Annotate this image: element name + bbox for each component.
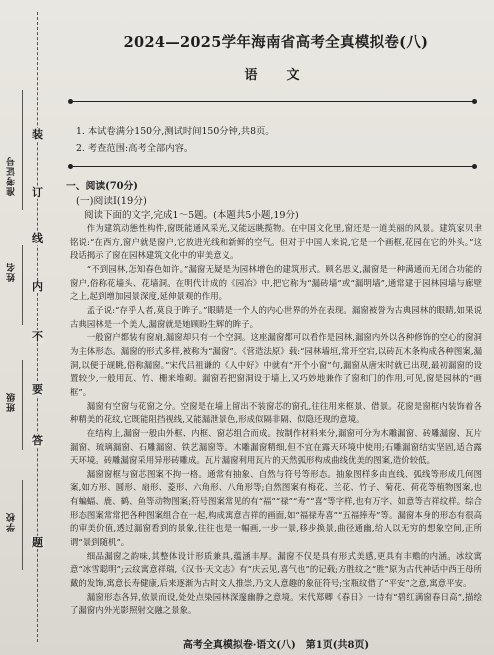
reading-instruction: 阅读下面的文字,完成1～5题。(本题共5小题,19分) [84,210,299,221]
margin-mark: 题 [32,536,43,549]
margin-mark: 不 [32,330,43,343]
margin-mark: 答 [32,434,43,447]
margin-mark: 内 [32,280,43,293]
exam-title: 2024—2025学年海南省高考全真模拟卷(八) [123,34,429,51]
section-heading: 一、阅读(70分) [66,181,138,192]
binding-margin [0,0,58,655]
class-field[interactable] [22,360,23,450]
margin-mark: 装 [32,128,43,141]
instruction-note: 1. 本试卷满分150分,测试时间150分钟,共8页。 [76,126,275,137]
margin-mark: 线 [32,232,43,245]
page-footer: 高考全真模拟卷·语文(八) 第1页(共8页) [182,640,370,651]
label-name: 姓名 [7,262,17,282]
rule-end-dot [472,99,477,104]
passage-paragraph: “不到园林,怎知春色如许。”漏窗无疑是为园林增色的建筑形式。顾名思义,漏窗是一种满通而无闭合功能的窗户,俗称花墙头、花墙洞。在明代计成的《园冶》中,把它称为“漏砖墙”或“漏明墙”,通常建于园林园墙与廊壁之上,起到增加园景深度,延伸景观的作用。 [70,263,482,302]
passage-paragraph: 细品漏窗之韵味,其整体设计形质兼具,蕴涵丰厚。漏窗不仅是具有形式美感,更具有丰赡的内涵。冰纹寓意“冰雪聪明”;云纹寓意祥瑞,《汉书·天文志》有“庆云见,喜气也”的记载;方胜纹之“胜”原为古代神话中西王母所戴的发饰,寓意长寿健康,后来逐渐为古时文人推崇,乃文人意趣的象征符号;宝瓶纹借了“平安”之意,寓意平安。 [70,550,482,589]
rule-end-dot [472,164,477,169]
label-class: 班级 [7,392,17,412]
passage-paragraph: 一般窗户都装有窗扇,漏窗却只有一个空洞。这座漏窗都可以看作是园林,漏窗内外以各种修饰的空心的窗洞为主体形态。漏窗的形式多样,被称为“漏窗”。《营造法原》载:“园林墙垣,常开空宕,以砖瓦木条构成各种图案,漏洞,以便于觇眺,俗称漏窗。”宋代吕祖谦的《人中好》中就有“开个小窗”句,漏窗从唐宋时就已出现,最初漏窗的设置较少,一般用瓦、竹、栅来堆砌。漏窗若把窗洞设于墙上,又巧妙地兼作了窗和门的作用,可见,窗是园林的“画框”。 [70,332,482,397]
passage-paragraph: 漏窗窗框与窗芯图案不拘一格。通常有抽象、自然与符号等形态。抽象图样多由直线、弧线等形成几何图案,如方形、圆形、扇形、菱形、六角形、八角形等;自然图案有梅花、兰花、竹子、菊花、荷花等植物图案,也有蝙蝠、鹿、鹤、鱼等动物图案;符号图案常见的有“福”“禄”“寿”“喜”等字样,也有万字、如意等吉祥纹样。综合形态图案常常把各种图案组合在一起,构成寓意吉祥的画面,如“福禄寿喜”“五福捧寿”等。漏窗本身的形态有很高的审美价值,透过漏窗看到的景象,往往也是一幅画,一步一景,移步换景,曲径通幽,给人以无穷的想象空间,正所谓“景到随机”。 [70,468,482,548]
instruction-note: 2. 考查范围:高考全部内容。 [76,143,194,154]
passage-paragraph: 漏窗形态各异,依景而设,处处点染园林深邃幽静之意境。宋代郑卿《春日》一诗有“碧红满窗春日高”,描绘了漏窗内外光影照射交融之景象。 [70,591,482,616]
passage-paragraph: 孟子说:“存乎人者,莫良于眸子。”眼睛是一个人的内心世界的外在表现。漏窗被誉为古典园林的眼睛,如果说古典园林是一个美人,漏窗就是她顾盼生辉的眸子。 [70,304,482,329]
label-school: 学校 [7,512,17,532]
bottom-rule [72,166,474,167]
margin-mark: 要 [32,383,43,396]
name-field[interactable] [22,245,23,325]
subsection-heading: (一)阅读Ⅰ(19分) [76,196,147,207]
exam-number-field[interactable] [22,90,23,210]
passage-paragraph: 漏窗有空窗与花窗之分。空窗是在墙上留出不装窗芯的窗孔,往往用来框景、借景。花窗是窗框内装饰着各种精美的花纹,它既能阻挡视线,又能漏泄景色,形成似隔非隔、似隐还现的意境。 [70,400,482,425]
school-field[interactable] [22,480,23,570]
margin-mark: 订 [32,186,43,199]
subject-title: 语 文 [244,68,308,83]
reading-passage [70,222,482,618]
top-rule [72,101,474,102]
passage-paragraph: 作为建筑动態性构件,窗既能通风采光,又能远眺揽物。在中国文化里,窗还是一道美丽的风景。建筑家贝聿铭说:“在西方,窗户就是窗户,它放进光线和新鲜的空气。但对于中国人来说,它是一个画框,花园在它的外头。”这段话揭示了窗在园林建筑文化中的审美意义。 [70,223,482,261]
passage-paragraph: 在结构上,漏窗一般由外框、内框、窗芯组合而成。按制作材料来分,漏窗可分为木雕漏窗、砖雕漏窗、瓦片漏窗、琉璃漏窗、石雕漏窗、铁艺漏窗等。木雕漏窗精细,但不宜在露天环境中使用;石雕漏窗结实坚固,适合露天环境。砖雕漏窗采用异形砖雕成。瓦片漏窗利用瓦片的天然弧形构成曲线优美的图案,造价较低。 [70,427,482,466]
label-exam-number: 准考证号 [7,156,17,196]
